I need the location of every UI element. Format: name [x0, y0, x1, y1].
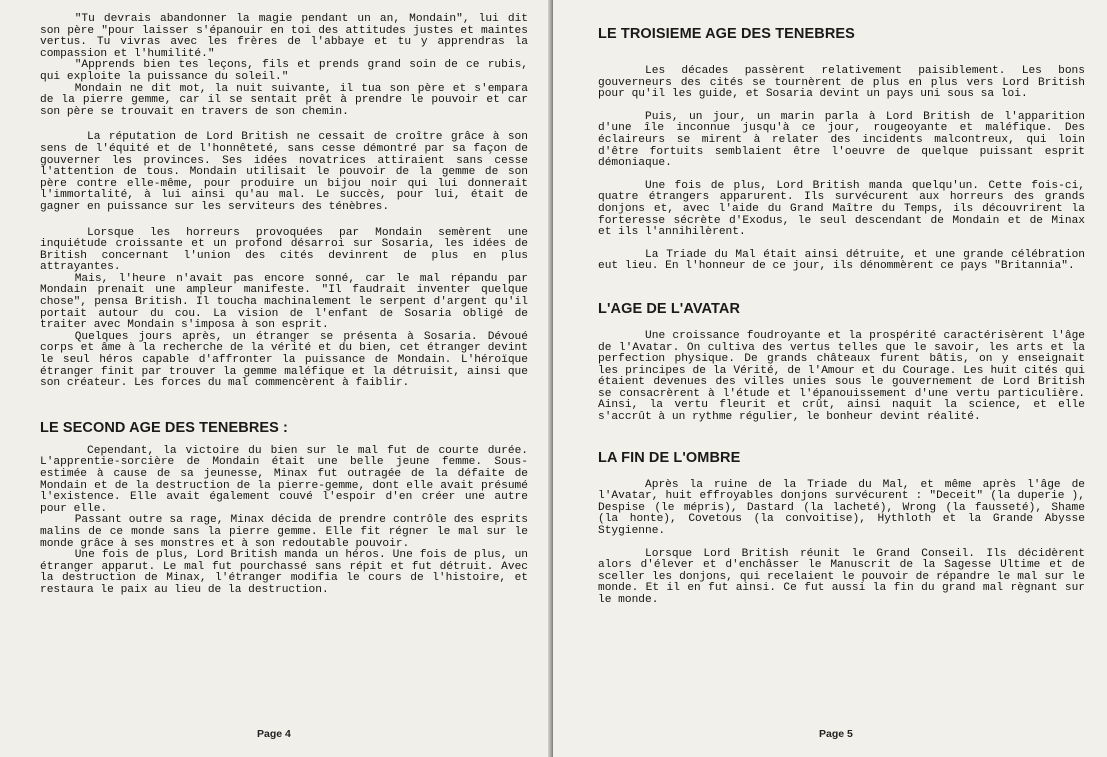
paragraph: Quelques jours après, un étranger se présenta à Sosaria. Dévoué corps et âme à la recherche de la vérité et du bien, cet étranger devint le seul héros capable d'affronter la puissance de Mondain. L'héroïque étranger finit par trouver la gemme maléfique et la détruisit, ainsi que son créateur. Les forces du mal commencèrent à faiblir. — [40, 330, 528, 390]
paragraph: Puis, un jour, un marin parla à Lord British de l'apparition d'une île inconnue jusqu'à ce jour, rougeoyante et maléfique. Des éclaireurs se mirent à relater des incidents malcontreux, qui loin d'être fortuits semblaient être l'oeuvre de quelque puissant esprit démoniaque. — [598, 110, 1085, 170]
right-page — [553, 0, 1107, 757]
paragraph: Mondain ne dit mot, la nuit suivante, il tua son père et s'empara de la pierre gemme, car il se sentait prêt à prendre le pouvoir et car son père se trouvait en travers de son chemin. — [40, 82, 528, 118]
left-top-block — [40, 14, 528, 390]
paragraph: Lorsque Lord British réunit le Grand Conseil. Ils décidèrent alors d'élever et d'enchâsser le Manuscrit de la Sagesse Ultime et de sceller les donjons, qui recelaient le pouvoir de répandre le mal sur le monde. Et il en fut ainsi. Ce fut aussi la fin du grand mal règnant sur le monde. — [598, 547, 1085, 606]
paragraph: "Tu devrais abandonner la magie pendant un an, Mondain", lui dit son père "pour laisser s'épanouir en toi des attitudes justes et maintes vertus. Tu vivras avec les frères de l'abbaye et tu y apprendras la compassion et l'humilité." — [40, 13, 528, 60]
section-heading: LA FIN DE L'OMBRE — [598, 449, 741, 466]
section-heading: L'AGE DE L'AVATAR — [598, 300, 741, 317]
paragraph: La réputation de Lord British ne cessait de croître grâce à son sens de l'équité et de l'honnêteté, sans cesse démontré par sa façon de gouverner les provinces. Ses idées novatrices attiraient sans cesse l'attention de tous. Mondain utilisait le pouvoir de la gemme de son père contre elle-même, pour produire un bijou noir qui lui donnerait l'immortalité, à lui ainsi qu'au mal. Le succès, pour lui, était de gagner en puissance sur les serviteurs des ténèbres. — [40, 131, 528, 213]
section-heading: LE SECOND AGE DES TENEBRES : — [40, 419, 288, 436]
section-body — [598, 331, 1085, 424]
paragraph: Une croissance foudroyante et la prospérité caractérisèrent l'âge de l'Avatar. On cultiva des vertus telles que le savoir, les arts et la perfection physique. De grands châteaux furent bâtis, on y enseignait les principes de la Vérité, de l'Amour et du Courage. Les huit cités qui étaient devenues des villes unies sous le gouvernement de Lord British se consacrèrent à l'étude et l'épanouissement d'une vertu particulière. Ainsi, la vertu fleurit et crût, ainsi naquit la science, et elle s'accrût à un rythme régulier, le bonheur devint réalité. — [598, 329, 1085, 424]
section-body — [598, 66, 1085, 273]
paragraph: Une fois de plus, Lord British manda quelqu'un. Cette fois-ci, quatre étrangers apparurent. Ils survécurent aux horreurs des grands donjons et, avec l'aide du Grand Maître du Temps, ils découvrirent la forteresse sécrète d'Exodus, le seul descendant de Mondain et de Minax et ils l'annihilèrent. — [598, 179, 1085, 239]
paragraph: Une fois de plus, Lord British manda un héros. Une fois de plus, un étranger apparut. Le mal fut pourchassé sans répit et fut détruit. Avec la destruction de Minax, l'étranger modifia le cours de l'histoire, et restaura le paix au lieu de la destruction. — [40, 549, 528, 596]
paragraph: Les décades passèrent relativement paisiblement. Les bons gouverneurs des cités se tournèrent de plus en plus vers Lord British pour qu'il les guide, et Sosaria devint un pays uni sous sa loi. — [598, 65, 1085, 101]
left-section-block — [40, 446, 528, 597]
paragraph: Passant outre sa rage, Minax décida de prendre contrôle des esprits malins de ce monde sans la pierre gemme. Elle fit régner le mal sur le monde grâce à ses monstres et à son redoutable pouvoir. — [40, 514, 528, 550]
paragraph: Mais, l'heure n'avait pas encore sonné, car le mal répandu par Mondain prenait une ampleur manifeste. "Il faudrait inventer quelque chose", pensa British. Il toucha machinalement le serpent d'argent qu'il portait autour du cou. La vision de l'enfant de Sosaria obligé de traiter avec Mondain s'imposa à son esprit. — [40, 272, 528, 332]
paragraph: Cependant, la victoire du bien sur le mal fut de courte durée. L'apprentie-sorcière de Mondain était une belle jeune femme. Sous-estimée à cause de sa jeunesse, Minax fut outragée de la défaite de Mondain et de la destruction de la pierre-gemme, dont elle avait présumé l'existence. Elle avait également couvé l'espoir d'en créer une autre pour elle. — [40, 444, 528, 515]
page-number: Page 4 — [257, 728, 291, 740]
paragraph: Lorsque les horreurs provoquées par Mondain semèrent une inquiétude croissante et un profond désarroi sur Sosaria, les idées de British concernant l'union des cités devinrent de plus en plus attrayantes. — [40, 226, 528, 274]
left-page — [0, 0, 552, 757]
paragraph: "Apprends bien tes leçons, fils et prends grand soin de ce rubis, qui exploite la puissance du soleil." — [40, 59, 528, 83]
page-number: Page 5 — [819, 728, 853, 740]
section-body — [598, 480, 1085, 607]
section-heading: LE TROISIEME AGE DES TENEBRES — [598, 26, 855, 42]
paragraph: Après la ruine de la Triade du Mal, et même après l'âge de l'Avatar, huit effroyables donjons survécurent : "Deceit" (la duperie ), Despise (le mépris), Dastard (la lacheté), Wrong (la fausseté), Shame (la honte), Covetous (la convoitise), Hythloth et la Grande Abysse Stygienne. — [598, 478, 1085, 538]
paragraph: La Triade du Mal était ainsi détruite, et une grande célébration eut lieu. En l'honneur de ce jour, ils dénommèrent ce pays "Britannia". — [598, 248, 1085, 273]
